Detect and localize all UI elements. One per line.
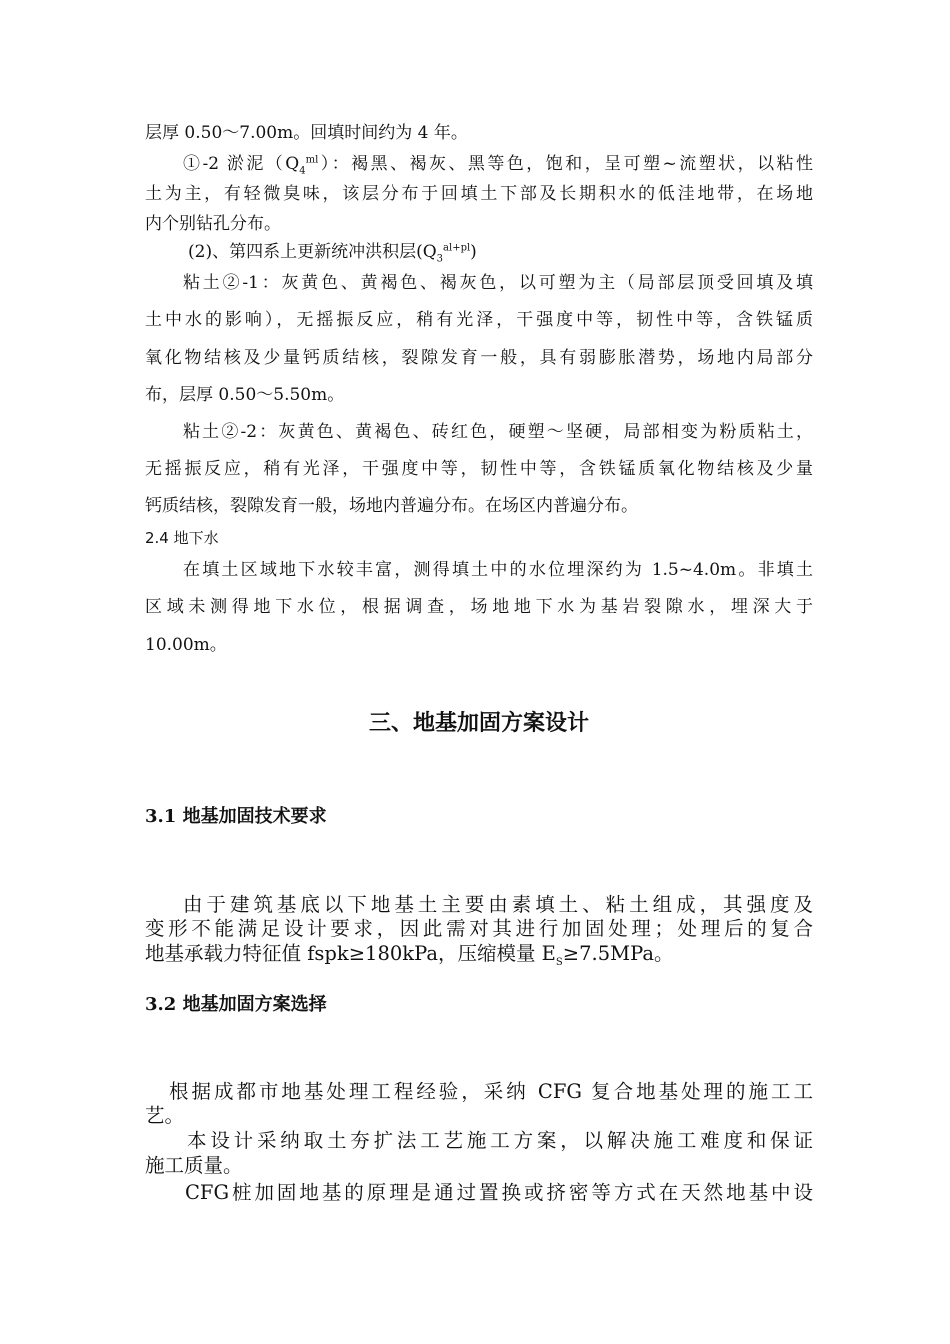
text-line: 土中水的影响），无摇振反应，稍有光泽，干强度中等，韧性中等，含铁锰质 [145, 310, 813, 330]
text-line: 施工质量。 [145, 1154, 243, 1177]
text-line: 布，层厚 0.50～5.50m。 [145, 385, 345, 405]
text-line: 钙质结核，裂隙发育一般，场地内普遍分布。在场区内普遍分布。 [145, 496, 638, 516]
text-line: 根据成都市地基处理工程经验，采纳 CFG 复合地基处理的施工工 [169, 1080, 813, 1103]
section-heading-3-1: 3.1 地基加固技术要求 [145, 806, 327, 827]
text-line: 粘土②-1：灰黄色、黄褐色、褐灰色，以可塑为主（局部层顶受回填及填 [183, 273, 813, 293]
text-line: 在填土区域地下水较丰富，测得填土中的水位埋深约为 1.5~4.0m。非填土 [183, 560, 813, 580]
text-line: (2)、第四系上更新统冲洪积层$(Q_3^{al+pl})$ [188, 242, 477, 265]
text-line: 本设计采纳取土夯扩法工艺施工方案，以解决施工难度和保证 [187, 1129, 813, 1152]
text-line: 层厚 0.50～7.00m。回填时间约为 4 年。 [145, 123, 468, 143]
chapter-title: 三、地基加固方案设计 [368, 710, 589, 736]
text-line: 粘土②-2：灰黄色、黄褐色、砖红色，硬塑～坚硬，局部相变为粉质粘土， [183, 422, 813, 442]
section-heading-3-2: 3.2 地基加固方案选择 [145, 994, 327, 1015]
text-line: 地基承载力特征值 fspk≥180kPa，压缩模量 $E_S\ge 7.5MPa$。 [145, 942, 674, 968]
text-line: 变形不能满足设计要求，因此需对其进行加固处理；处理后的复合 [145, 917, 813, 940]
text-line: 土为主，有轻微臭味，该层分布于回填土下部及长期积水的低洼地带，在场地 [145, 184, 813, 204]
text-line: 区域未测得地下水位，根据调查，场地地下水为基岩裂隙水，埋深大于 [145, 597, 813, 617]
text-line: 10.00m。 [145, 635, 227, 655]
text-line: 内个别钻孔分布。 [145, 214, 281, 234]
text-line: 由于建筑基底以下地基土主要由素填土、粘土组成，其强度及 [183, 893, 813, 916]
text-line: ①-2 淤泥$(Q_4^{ml})$：褐黑、褐灰、黑等色，饱和，呈可塑~流塑状，以粘性 [183, 154, 814, 177]
section-heading-groundwater: 2.4 地下水 [145, 529, 219, 547]
text-line: 无摇振反应，稍有光泽，干强度中等，韧性中等，含铁锰质氧化物结核及少量 [145, 459, 813, 479]
text-line: 氧化物结核及少量钙质结核，裂隙发育一般，具有弱膨胀潜势，场地内局部分 [145, 348, 813, 368]
text-line: CFG桩加固地基的原理是通过置换或挤密等方式在天然地基中设 [185, 1181, 813, 1204]
text-line: 艺。 [145, 1104, 185, 1127]
